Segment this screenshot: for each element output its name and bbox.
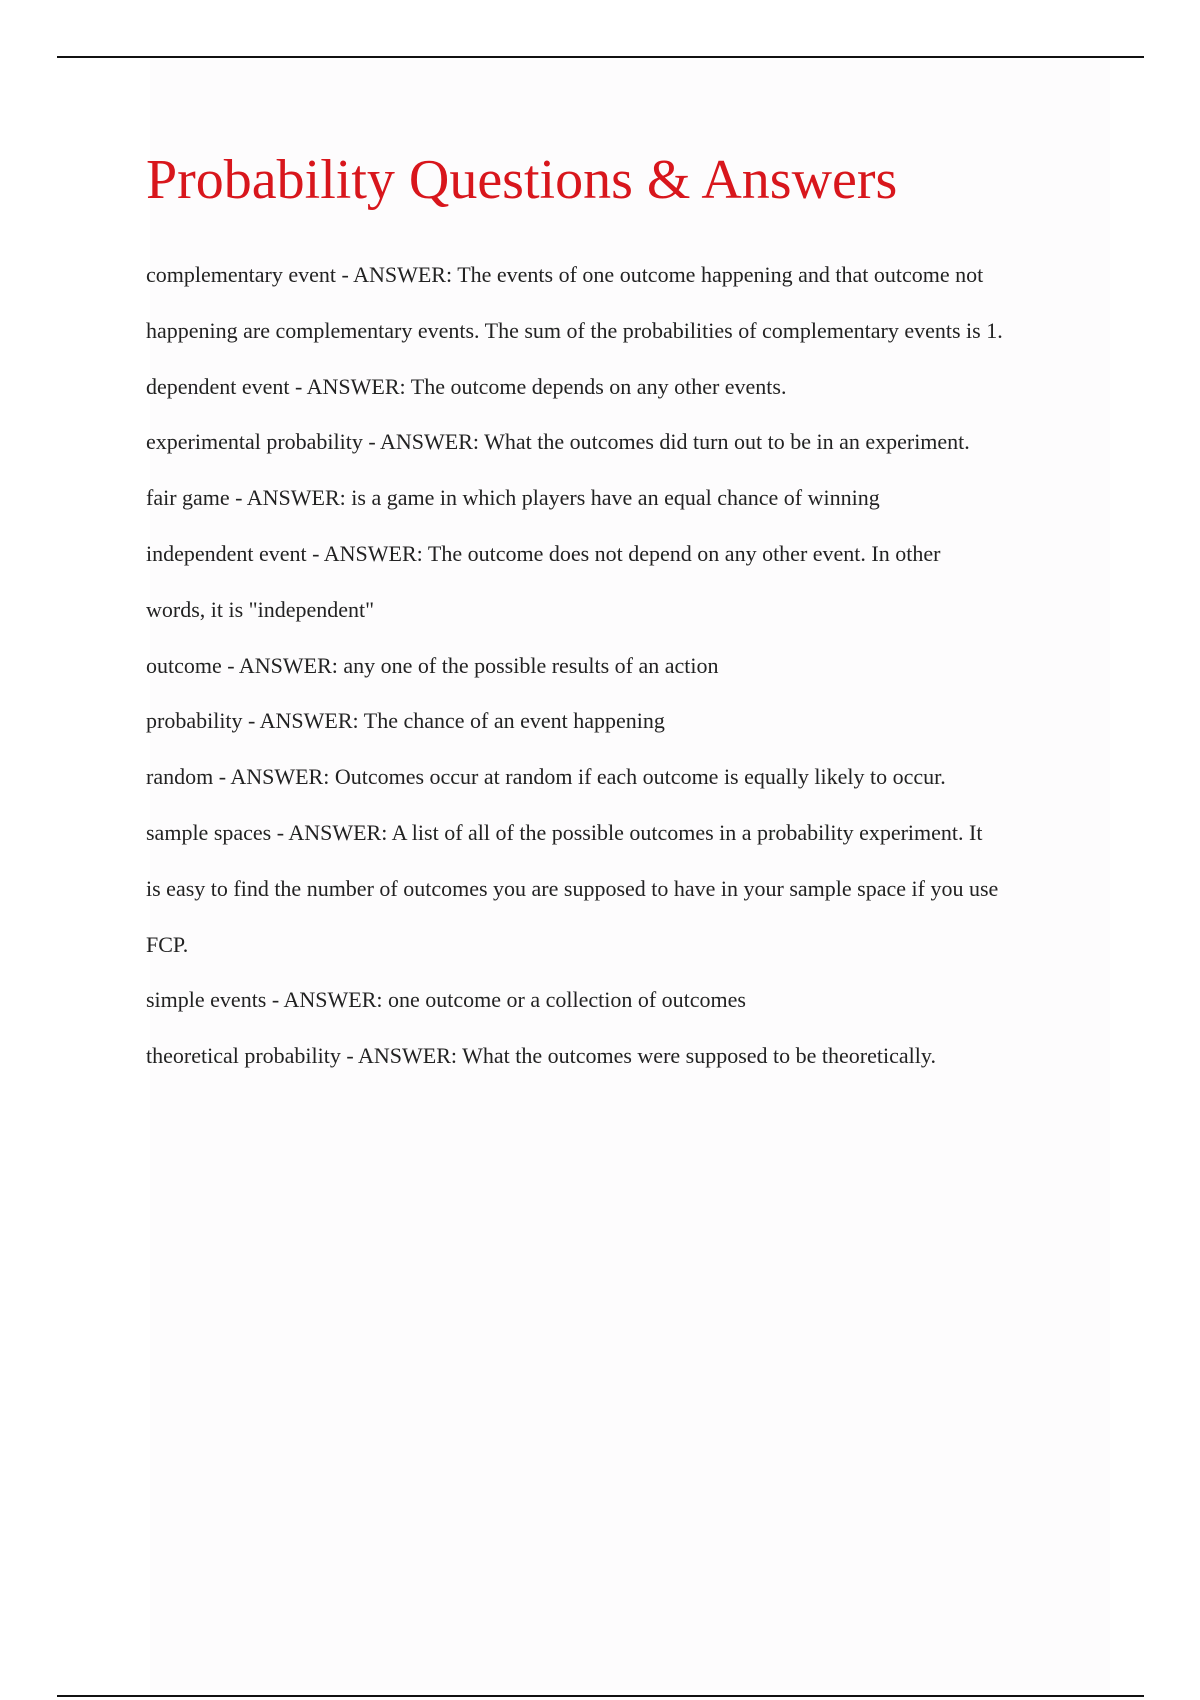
qa-line: FCP.: [146, 931, 189, 957]
qa-line: simple events - ANSWER: one outcome or a collection of outcomes: [146, 987, 746, 1013]
qa-line: is easy to find the number of outcomes you are supposed to have in your sample space if you use: [146, 875, 999, 901]
qa-line: words, it is "independent": [146, 596, 375, 622]
qa-line: independent event - ANSWER: The outcome does not depend on any other event. In other: [146, 540, 941, 566]
qa-line: outcome - ANSWER: any one of the possible results of an action: [146, 652, 719, 678]
bottom-rule: [57, 1695, 1144, 1697]
qa-line: theoretical probability - ANSWER: What the outcomes were supposed to be theoretically.: [146, 1043, 936, 1069]
qa-line: experimental probability - ANSWER: What the outcomes did turn out to be in an experiment.: [146, 429, 970, 455]
qa-line: dependent event - ANSWER: The outcome depends on any other events.: [146, 373, 787, 399]
qa-line: fair game - ANSWER: is a game in which players have an equal chance of winning: [146, 485, 880, 511]
qa-list: [146, 261, 1106, 1098]
qa-line: complementary event - ANSWER: The events of one outcome happening and that outcome not: [146, 262, 984, 287]
qa-line: sample spaces - ANSWER: A list of all of the possible outcomes in a probability experiment. It: [146, 819, 983, 845]
qa-line: happening are complementary events. The sum of the probabilities of complementary events is 1.: [146, 317, 1003, 343]
top-rule: [57, 56, 1144, 58]
qa-line: random - ANSWER: Outcomes occur at random if each outcome is equally likely to occur.: [146, 764, 946, 790]
qa-line: probability - ANSWER: The chance of an event happening: [146, 708, 665, 734]
document-title: Probability Questions & Answers: [146, 149, 898, 211]
